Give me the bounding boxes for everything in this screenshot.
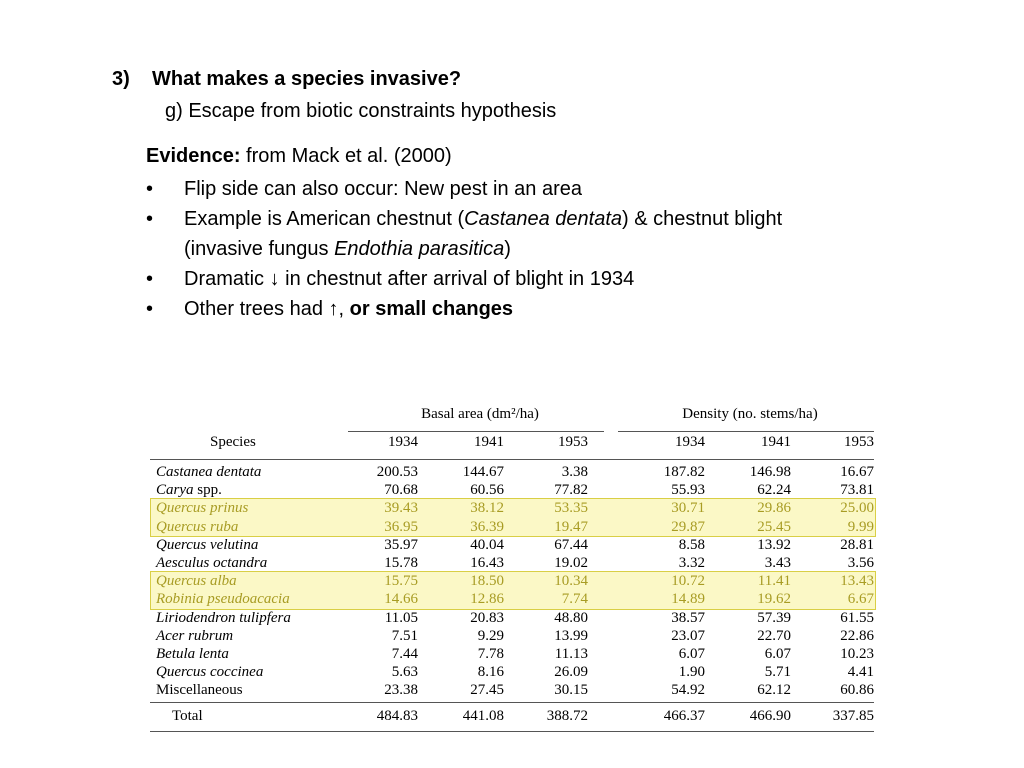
bullet-text-part: ) (504, 238, 511, 260)
table-cell: 48.80 (554, 609, 588, 626)
table-cell: 3.38 (561, 464, 588, 480)
basal-area-header: Basal area (dm²/ha) (421, 406, 539, 422)
table-cell: 3.32 (678, 555, 705, 571)
species-name: Quercus ruba (156, 518, 239, 535)
species-name: Quercus prinus (156, 500, 249, 517)
table-row (150, 554, 880, 572)
table-row (150, 590, 880, 608)
year-column-header: 1953 (558, 434, 588, 450)
species-name-italic: Endothia parasitica (334, 238, 505, 260)
table-cell: 67.44 (554, 536, 588, 553)
table-row (150, 681, 880, 699)
bullet-text (184, 294, 1006, 324)
table-cell: 441.08 (462, 707, 504, 724)
bullet-item (146, 294, 1006, 324)
species-name: Castanea dentata (156, 464, 262, 480)
table-cell: 7.51 (391, 627, 418, 644)
table-cell: 35.97 (384, 536, 418, 553)
species-name: Robinia pseudoacacia (156, 591, 290, 608)
table-cell: 466.37 (663, 707, 705, 724)
table-cell: 5.71 (764, 664, 791, 681)
year-column-header: 1934 (675, 434, 705, 450)
table-cell: 15.78 (384, 555, 418, 571)
species-name: Quercus alba (156, 573, 237, 590)
table-cell: 11.41 (757, 573, 791, 590)
table-row (150, 481, 880, 499)
evidence-label: Evidence: (146, 145, 241, 167)
table-cell: 10.34 (554, 573, 588, 590)
table-cell: 57.39 (757, 609, 791, 626)
table-cell: 19.47 (554, 518, 588, 535)
table-cell: 6.67 (847, 591, 874, 608)
evidence-text: from Mack et al. (2000) (240, 145, 452, 167)
table-row (150, 627, 880, 645)
table-cell: 144.67 (462, 464, 504, 480)
data-table (150, 398, 880, 738)
species-name: Betula lenta (156, 646, 229, 662)
table-cell: 3.56 (847, 555, 874, 571)
table-cell: 36.39 (470, 518, 504, 535)
species-name: Quercus velutina (156, 536, 259, 553)
table-cell: 36.95 (384, 518, 418, 535)
basal-header-rule (348, 431, 604, 432)
table-bottom-rule (150, 731, 874, 732)
table-cell: 3.43 (764, 555, 791, 571)
heading-number: 3) (112, 68, 130, 90)
table-cell: 22.86 (840, 627, 874, 644)
species-name-italic: Castanea dentata (464, 208, 623, 230)
table-cell: 5.63 (391, 664, 418, 681)
table-cell: 62.12 (757, 682, 791, 699)
table-cell: 8.16 (477, 664, 504, 681)
species-name: Quercus coccinea (156, 664, 264, 681)
table-cell: 29.87 (671, 518, 705, 535)
table-cell: 16.67 (840, 464, 874, 480)
table-cell: 337.85 (832, 707, 874, 724)
table-cell: 40.04 (470, 536, 504, 553)
table-cell: 39.43 (384, 500, 418, 517)
species-column-header: Species (210, 434, 256, 450)
bullet-item (146, 174, 1006, 204)
bullet-text: Flip side can also occur: New pest in an area (184, 178, 582, 200)
table-cell: 11.13 (554, 646, 588, 662)
evidence-line (146, 145, 452, 168)
table-cell: 484.83 (376, 707, 418, 724)
table-cell: 146.98 (749, 464, 791, 480)
table-cell: 18.50 (470, 573, 504, 590)
table-cell: 13.43 (840, 573, 874, 590)
table-cell: 60.86 (840, 682, 874, 699)
table-cell: 28.81 (840, 536, 874, 553)
table-cell: 19.62 (757, 591, 791, 608)
slide-heading (112, 68, 461, 91)
table-cell: 23.07 (671, 627, 705, 644)
table-cell: 27.45 (470, 682, 504, 699)
bullet-item (146, 204, 1006, 234)
table-row (150, 536, 880, 554)
year-column-header: 1934 (388, 434, 418, 450)
table-cell: 38.57 (671, 609, 705, 626)
table-cell: 466.90 (749, 707, 791, 724)
table-cell: 6.07 (764, 646, 791, 662)
species-name: Liriodendron tulipfera (156, 609, 291, 626)
table-cell: 9.99 (847, 518, 874, 535)
bullet-text-part: Example is American chestnut ( (184, 208, 465, 230)
bullet-marker: • (146, 178, 154, 200)
table-row (150, 572, 880, 590)
table-cell: 388.72 (546, 707, 588, 724)
table-cell: 54.92 (671, 682, 705, 699)
table-cell: 14.66 (384, 591, 418, 608)
table-cell: 13.92 (757, 536, 791, 553)
table-cell: 73.81 (840, 482, 874, 499)
table-cell: 13.99 (554, 627, 588, 644)
table-cell: 11.05 (384, 609, 418, 626)
table-cell: 7.78 (477, 646, 504, 662)
table-cell: 10.23 (840, 646, 874, 662)
bullet-text-part: (invasive fungus (184, 238, 335, 260)
species-name: Miscellaneous (156, 682, 243, 699)
table-cell: 55.93 (671, 482, 705, 499)
table-cell: 38.12 (470, 500, 504, 517)
bullet-text-part: Other trees had ↑, (184, 298, 350, 320)
bullet-marker: • (146, 298, 154, 320)
species-name: Total (172, 707, 203, 724)
table-cell: 29.86 (757, 500, 791, 517)
table-cell: 25.45 (757, 518, 791, 535)
bullet-continuation (146, 234, 1006, 264)
header-bottom-rule (150, 459, 874, 460)
table-cell: 62.24 (757, 482, 791, 499)
table-row (150, 463, 880, 481)
year-column-header: 1941 (761, 434, 791, 450)
bullet-list (146, 174, 1006, 324)
table-cell: 15.75 (384, 573, 418, 590)
year-column-header: 1953 (844, 434, 874, 450)
bullet-text: Dramatic ↓ in chestnut after arrival of blight in 1934 (184, 268, 635, 290)
species-name: Acer rubrum (156, 627, 234, 644)
table-cell: 70.68 (384, 482, 418, 499)
table-cell: 77.82 (554, 482, 588, 499)
table-cell: 30.15 (554, 682, 588, 699)
table-row (150, 645, 880, 663)
total-row (150, 707, 880, 725)
table-row (150, 518, 880, 536)
table-row (150, 609, 880, 627)
table-cell: 9.29 (477, 627, 504, 644)
table-cell: 12.86 (470, 591, 504, 608)
density-header: Density (no. stems/ha) (682, 406, 818, 422)
year-column-header: 1941 (474, 434, 504, 450)
slide-subheading: g) Escape from biotic constraints hypothesis (165, 100, 557, 122)
table-cell: 7.44 (391, 646, 418, 662)
table-cell: 61.55 (840, 609, 874, 626)
table-row (150, 663, 880, 681)
table-cell: 26.09 (554, 664, 588, 681)
table-cell: 53.35 (554, 500, 588, 517)
table-cell: 22.70 (757, 627, 791, 644)
species-name: Carya spp. (156, 482, 222, 499)
table-cell: 14.89 (671, 591, 705, 608)
table-cell: 30.71 (671, 500, 705, 517)
bullet-item (146, 264, 1006, 294)
table-cell: 7.74 (561, 591, 588, 608)
bullet-text-bold: or small changes (349, 298, 514, 320)
table-cell: 20.83 (470, 609, 504, 626)
species-name: Aesculus octandra (156, 555, 268, 571)
table-cell: 8.58 (678, 536, 705, 553)
heading-text: What makes a species invasive? (152, 68, 462, 90)
table-cell: 16.43 (470, 555, 504, 571)
bullet-marker: • (146, 268, 154, 290)
total-rule (150, 702, 874, 703)
table-cell: 6.07 (678, 646, 705, 662)
table-cell: 200.53 (376, 464, 418, 480)
table-cell: 60.56 (470, 482, 504, 499)
bullet-marker: • (146, 208, 154, 230)
table-cell: 187.82 (663, 464, 705, 480)
table-cell: 19.02 (554, 555, 588, 571)
table-cell: 4.41 (847, 664, 874, 681)
bullet-text (184, 204, 1006, 234)
density-header-rule (618, 431, 874, 432)
table-cell: 23.38 (384, 682, 418, 699)
table-cell: 25.00 (840, 500, 874, 517)
table-row (150, 499, 880, 517)
bullet-text-part: ) & chestnut blight (622, 208, 783, 230)
table-cell: 10.72 (671, 573, 705, 590)
table-cell: 1.90 (678, 664, 705, 681)
